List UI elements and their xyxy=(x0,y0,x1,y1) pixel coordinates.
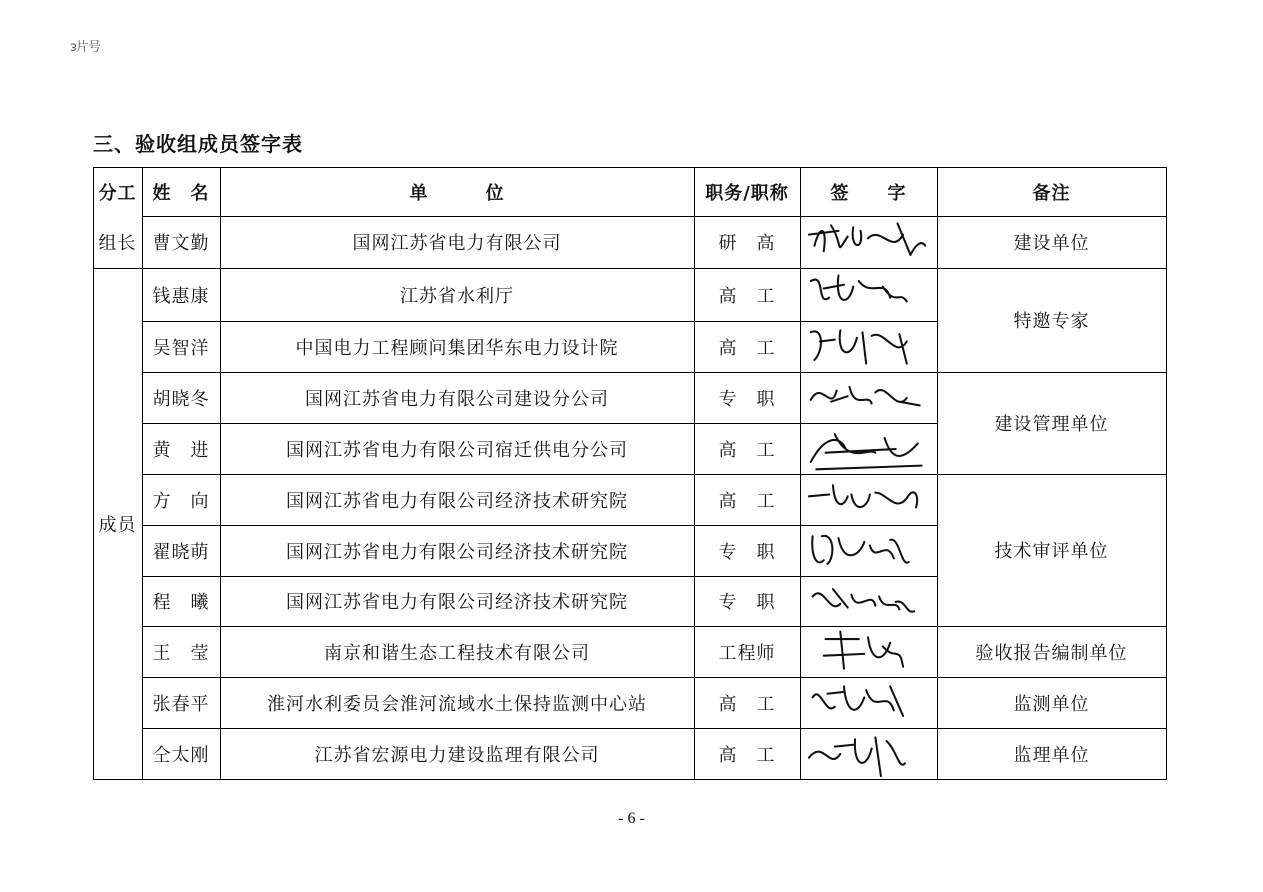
member-unit: 国网江苏省电力有限公司经济技术研究院 xyxy=(286,490,628,512)
signature-mark xyxy=(802,218,934,266)
member-position: 高 工 xyxy=(718,693,776,715)
signature-mark xyxy=(802,374,934,422)
remark-cell: 技术审评单位 xyxy=(994,541,1109,562)
member-name: 翟晓萌 xyxy=(152,541,210,563)
signature-mark xyxy=(802,578,934,626)
member-unit: 国网江苏省电力有限公司经济技术研究院 xyxy=(286,541,628,563)
member-position: 专 职 xyxy=(718,592,776,613)
member-unit: 中国电力工程顾问集团华东电力设计院 xyxy=(295,337,619,359)
signature-mark xyxy=(802,425,934,473)
corner-mark: ᴈ片号 xyxy=(70,40,101,55)
member-unit: 南京和谐生态工程技术有限公司 xyxy=(324,642,590,664)
member-position: 高 工 xyxy=(718,744,776,766)
header-name: 姓 名 xyxy=(152,182,210,204)
member-unit: 江苏省宏源电力建设监理有限公司 xyxy=(314,744,600,766)
member-name: 黄 进 xyxy=(152,439,210,461)
member-position: 高 工 xyxy=(718,337,776,359)
member-unit: 国网江苏省电力有限公司宿迁供电分公司 xyxy=(286,439,628,461)
role-group-members: 成员 xyxy=(98,514,137,536)
member-position: 高 工 xyxy=(718,490,776,512)
member-name: 曹文勤 xyxy=(152,233,210,254)
header-unit: 单 位 xyxy=(409,182,505,204)
remark-cell: 建设单位 xyxy=(1013,233,1090,254)
member-position: 高 工 xyxy=(718,439,776,461)
role-group-leader: 组长 xyxy=(98,233,137,254)
signature-mark xyxy=(802,270,934,318)
member-name: 钱惠康 xyxy=(152,285,210,307)
header-signature: 签 字 xyxy=(830,182,907,204)
header-position: 职务/职称 xyxy=(705,182,789,204)
remark-cell: 监测单位 xyxy=(1013,693,1090,715)
header-remark: 备注 xyxy=(1032,182,1071,204)
member-name: 王 莹 xyxy=(152,642,210,664)
signature-mark xyxy=(802,476,934,524)
remark-cell: 特邀专家 xyxy=(1013,311,1090,332)
member-position: 专 职 xyxy=(718,541,776,563)
member-unit: 国网江苏省电力有限公司 xyxy=(352,233,562,254)
member-unit: 国网江苏省电力有限公司经济技术研究院 xyxy=(286,592,628,613)
page-number: - 6 - xyxy=(618,810,645,827)
member-name: 仝太刚 xyxy=(152,744,210,766)
member-unit: 江苏省水利厅 xyxy=(400,285,514,307)
table-right-border xyxy=(1166,167,1167,780)
signature-mark xyxy=(802,730,934,778)
member-position: 高 工 xyxy=(718,285,776,307)
remark-cell: 验收报告编制单位 xyxy=(975,642,1128,664)
signature-mark xyxy=(802,323,934,371)
remark-cell: 建设管理单位 xyxy=(994,414,1109,435)
member-name: 张春平 xyxy=(152,693,210,715)
member-name: 程 曦 xyxy=(152,592,210,613)
member-name: 胡晓冬 xyxy=(152,388,210,410)
member-position: 专 职 xyxy=(718,388,776,410)
signature-mark xyxy=(802,628,934,676)
member-name: 方 向 xyxy=(152,490,210,512)
member-unit: 国网江苏省电力有限公司建设分公司 xyxy=(305,388,609,410)
signature-mark xyxy=(802,527,934,575)
member-position: 研 高 xyxy=(718,233,776,254)
header-role: 分工 xyxy=(98,182,137,204)
section-title: 三、验收组成员签字表 xyxy=(93,132,303,156)
remark-cell: 监理单位 xyxy=(1013,744,1090,766)
member-unit: 淮河水利委员会淮河流域水土保持监测中心站 xyxy=(267,693,647,715)
member-name: 吴智洋 xyxy=(152,337,210,359)
member-position: 工程师 xyxy=(718,642,776,664)
table-bottom-border xyxy=(93,779,1167,780)
signature-mark xyxy=(802,679,934,727)
